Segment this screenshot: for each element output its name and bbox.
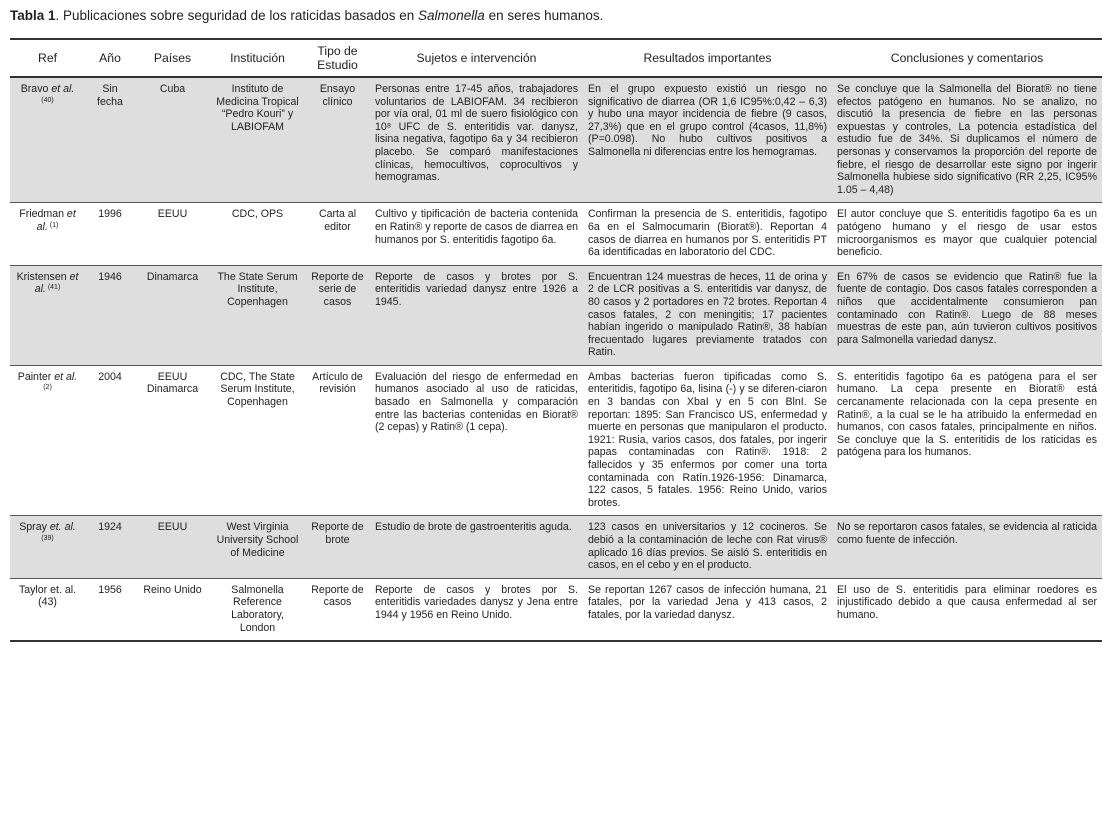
conclusions-cell: El uso de S. enteritidis para eliminar roedores es injustificado debido a que causa enfermedad al ser humano. <box>837 583 1097 621</box>
table-label: Tabla 1 <box>10 8 56 23</box>
conclusions-cell: No se reportaron casos fatales, se evidencia al raticida como fuente de infección. <box>832 516 1102 578</box>
table-row <box>10 203 1102 265</box>
subjects-cell: Reporte de casos y brotes por S. enteritidis variedades danysz y Jena entre 1944 y 1956 en Reino Unido. <box>375 583 578 621</box>
results-cell: En el grupo expuesto existió un riesgo no significativo de diarrea (OR 1,6 IC95%:0,42 – 6,3) y hubo una mayor incidencia de fiebre (9 casos, 27,3%) que en el grupo control (4casos, 11,8%) (P=0.098). No hubo cultivos positivos a Salmonella ni diferencias entre los hemogramas. <box>583 77 832 203</box>
table-row <box>10 77 1102 203</box>
conclusions-cell: Se concluye que la Salmonella del Biorat® no tiene efectos patógeno en humanos. No se analizo, no discutió la presencia de fiebre en las personas expuestas y controles, La potencia estadística del estudio fue de 34%. Si duplicamos el número de personas y conservamos la proporción del reporte de fiebre, el riesgo de desarrollar este signo por ingerir Salmonella hubiese sido significativo (RR 2,25, IC95% 1.05 – 4,48) <box>832 77 1102 203</box>
subjects-cell: Reporte de casos y brotes por S. enteritidis variedad danysz entre 1926 a 1945. <box>370 265 583 365</box>
subjects-cell: Evaluación del riesgo de enfermedad en humanos asociado al uso de raticidas, basado en Salmonella y comparación entre las bacterias contenidas en Biorat® (2 cepas) y Ratin® (1 cepa). <box>375 370 578 434</box>
ref-etal: et. al. <box>49 521 76 534</box>
ref-number: (2) <box>43 384 52 392</box>
caption-italic: Salmonella <box>418 8 485 23</box>
caption-text: . Publicaciones sobre seguridad de los raticidas basados en <box>55 8 419 23</box>
year-cell: 2004 <box>98 370 122 383</box>
study-type-cell: Reporte de casos <box>311 583 364 609</box>
country-cell: Cuba <box>135 77 210 203</box>
ref-etal: et al. <box>34 270 79 296</box>
institution-cell: CDC, OPS <box>231 208 284 221</box>
ref-cell <box>10 516 85 578</box>
ref-etal: et al. <box>36 208 76 233</box>
ref-cell <box>10 203 85 265</box>
conclusions-cell: S. enteritidis fagotipo 6a es patógena para el ser humano. La cepa presente en Biorat® está cercanamente relacionada con la cepa presente en Ratin®, a la cual se le ha atribuido la enfermedad en humanos, con casos fatales, principalmente en niños. Se concluye que la S. enteritidis de los raticidas es patógena para los humanos. <box>837 370 1097 459</box>
study-type-cell: Carta al editor <box>318 208 357 233</box>
country-cell: EEUU Dinamarca <box>146 370 199 396</box>
institution-cell: The State Serum Institute, Copenhagen <box>210 265 305 365</box>
study-type-cell: Reporte de serie de casos <box>305 265 370 365</box>
table-row <box>10 578 1102 641</box>
country-cell: Reino Unido <box>143 583 202 596</box>
header-conclusions: Conclusiones y comentarios <box>890 51 1044 65</box>
publications-table <box>10 38 1102 642</box>
study-type-cell: Artículo de revisión <box>312 370 363 396</box>
ref-author: Painter <box>17 370 55 383</box>
table-row <box>10 516 1102 578</box>
institution-cell: CDC, The State Serum Institute, Copenhagen <box>220 370 295 409</box>
subjects-cell: Estudio de brote de gastroenteritis aguda. <box>370 516 583 578</box>
ref-author: Spray <box>19 521 50 534</box>
results-cell: Encuentran 124 muestras de heces, 11 de orina y 2 de LCR positivas a S. enteritidis var danysz, de 80 casos y 2 portadores en 72 brotes. Reportan 4 casos fatales, 2 con meningitis; 17 pacientes habían ingerido o manipulado Ratin®, 38 habían frecuentado lugares previamente tratados con Ratin. <box>583 265 832 365</box>
study-type-cell: Ensayo clínico <box>305 77 370 203</box>
ref-number: (1) <box>47 221 59 229</box>
ref-cell <box>10 365 85 516</box>
ref-cell <box>10 578 85 641</box>
ref-number: (39) <box>41 535 54 542</box>
results-cell: 123 casos en universitarios y 12 cocineros. Se debió a la contaminación de leche con Rat virus® aplicado 16 días previos. Se aisló S. enteritidis en casos, en el cebo y en el producto. <box>583 516 832 578</box>
year-cell: Sin fecha <box>85 77 135 203</box>
year-cell: 1924 <box>85 516 135 578</box>
caption-text-end: en seres humanos. <box>484 8 604 23</box>
table-caption <box>10 8 603 23</box>
results-cell: Ambas bacterias fueron tipificadas como S. enteritidis, fagotipo 6a, lisina (-) y se diferen-ciaron en 3 bandas con XbaI y en 5 con BlnI. Se reportan: 1895: San Francisco US, enfermedad y muerte en personas que manipularon el producto. 1921: Rusia, varios casos, dos fatales, por ingerir papas contaminadas con Ratin®. 1918: 2 fallecidos y 35 enfermos por comer una torta contaminada con Ratín.1926-1956: Dinamarca, 122 casos, 5 fatales. 1956: Reino Unido, varios brotes. <box>588 370 827 509</box>
table-header-row <box>10 39 1102 77</box>
ref-cell <box>10 77 85 203</box>
ref-author: Kristensen <box>16 270 70 283</box>
subjects-cell: Cultivo y tipificación de bacteria contenida en Ratin® y reporte de casos de diarrea en humanos por S. enteritidis fagotipo 6a. <box>375 208 578 246</box>
header-subjects: Sujetos e intervención <box>416 51 537 65</box>
ref-author: Bravo <box>20 83 52 95</box>
header-results: Resultados importantes <box>643 51 772 65</box>
header-year: Año <box>99 51 121 65</box>
conclusions-cell: En 67% de casos se evidencio que Ratin® fue la fuente de contagio. Dos casos fatales corresponden a niños que accidentalmente consumieron pan contaminado con Ratin®. Luego de 88 meses muestras de este pan, aún tuvieron cultivos positivos para Salmonella variedad danysz. <box>832 265 1102 365</box>
subjects-cell: Personas entre 17-45 años, trabajadores voluntarios de LABIOFAM. 34 recibieron por vía oral, 01 ml de suero fisiológico con 10⁸ UFC de S. enteritidis var. danysz, lisina negativa, fagotipo 6a y 34 recibieron placebo. Se comparó manifestaciones clínicas, hemocultivos, coprocultivos y hemogramas. <box>370 77 583 203</box>
study-type-cell: Reporte de brote <box>305 516 370 578</box>
ref-number: (40) <box>41 96 54 104</box>
header-countries: Países <box>153 51 192 65</box>
ref-cell <box>10 265 85 365</box>
results-cell: Se reportan 1267 casos de infección humana, 21 fatales, por la variedad Jena y 413 casos, 2 fatales, por la variedad danysz. <box>588 583 827 621</box>
header-institution: Institución <box>230 51 285 65</box>
country-cell: EEUU <box>157 208 188 221</box>
ref-author: Taylor et. al. (43) <box>18 583 77 609</box>
institution-cell: West Virginia University School of Medicine <box>210 516 305 578</box>
ref-etal: et al. <box>54 370 78 383</box>
ref-author: Friedman <box>19 208 67 221</box>
header-ref: Ref <box>38 51 57 65</box>
table-row <box>10 365 1102 516</box>
conclusions-cell: El autor concluye que S. enteritidis fagotipo 6a es un patógeno humano y el riesgo de usar estos microorganismos es mayor que cualquier potencial beneficio. <box>837 208 1097 259</box>
results-cell: Confirman la presencia de S. enteritidis, fagotipo 6a en el Salmocumarin (Biorat®). Reportan 4 casos de diarrea en humanos por S. enteritidis PT 6a identificadas en laboratorio del CDC. <box>588 208 827 259</box>
year-cell: 1946 <box>85 265 135 365</box>
country-cell: Dinamarca <box>135 265 210 365</box>
year-cell: 1996 <box>98 208 122 221</box>
ref-etal: et al. <box>51 83 75 95</box>
institution-cell: Instituto de Medicina Tropical “Pedro Kouri” y LABIOFAM <box>210 77 305 203</box>
institution-cell: Salmonella Reference Laboratory, London <box>231 583 284 634</box>
header-study-type: Tipo de Estudio <box>317 44 358 72</box>
year-cell: 1956 <box>98 583 122 596</box>
country-cell: EEUU <box>135 516 210 578</box>
table-row <box>10 265 1102 365</box>
ref-number: (41) <box>45 284 61 292</box>
